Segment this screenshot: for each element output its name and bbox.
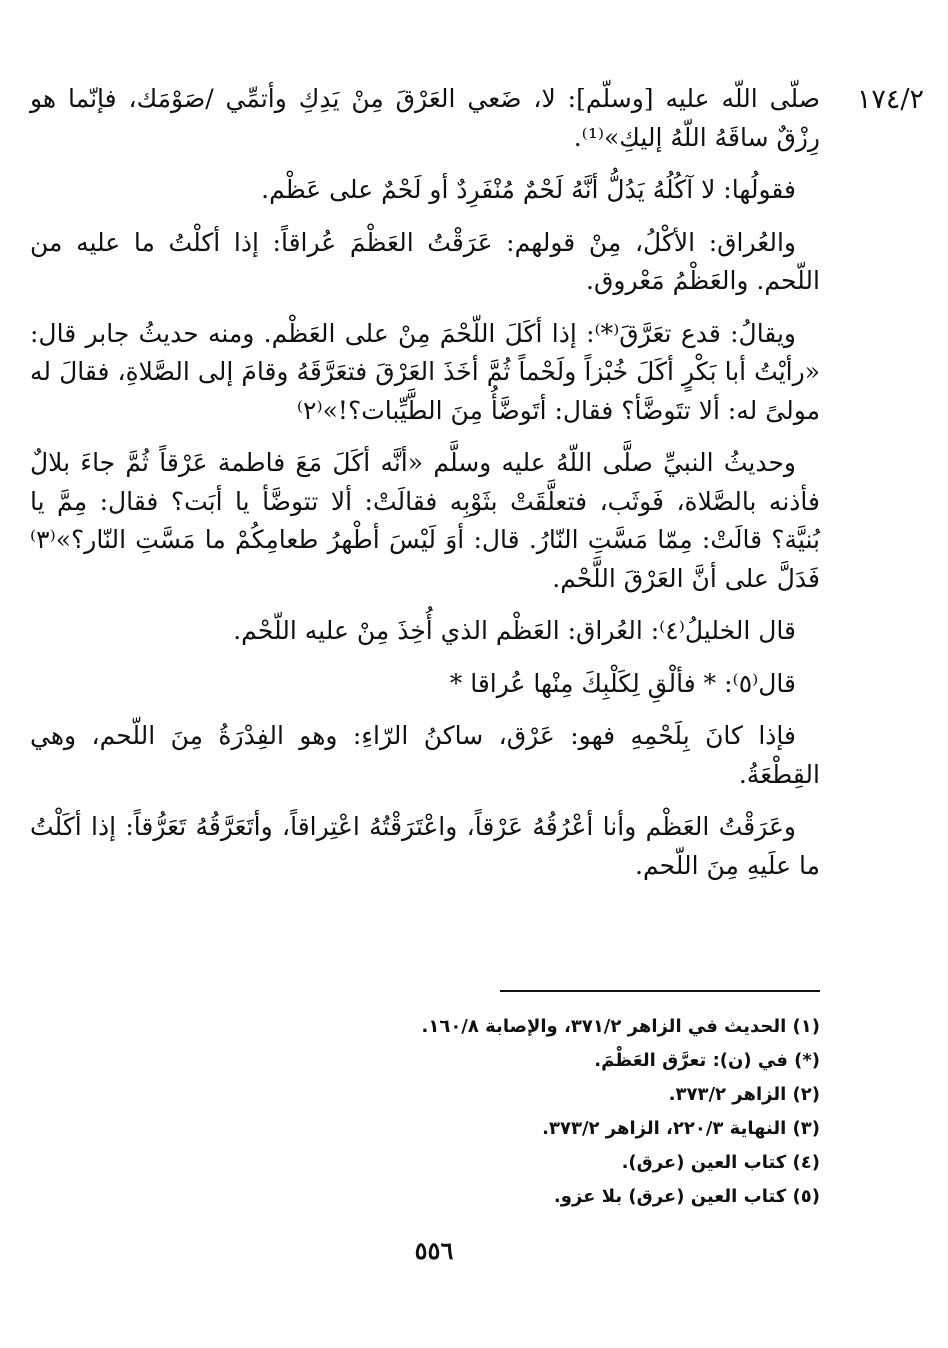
footnote-4: (٤) كتاب العين (عرق). xyxy=(621,1152,820,1173)
paragraph-8: فإذا كانَ بِلَحْمِهِ فهو: عَرْق، ساكنُ الرّاءِ: وهو الفِدْرَةُ مِنَ اللّحم، وهي القِطْعَةُ. xyxy=(30,721,820,789)
footnote-2: (٢) الزاهر ٣٧٣/٢. xyxy=(668,1084,820,1105)
footnote-star: (*) في (ن): تعرَّق العَظْمَ. xyxy=(594,1050,820,1071)
footnote-divider xyxy=(500,990,820,992)
footnote-1: (١) الحديث في الزاهر ٣٧١/٢، والإصابة ١٦٠/٨. xyxy=(421,1016,820,1037)
paragraph-6: قال الخليلُ⁽٤⁾: العُراق: العَظْم الذي أُخِذَ مِنْ عليه اللّحْم. xyxy=(233,616,796,645)
paragraph-1: صلّى اللّه عليه [وسلّم]: لا، ضَعي العَرْقَ مِنْ يَدِكِ وأتمِّي /صَوْمَك، فإنّما هو رِزْقٌ ساقَهُ اللّهُ إليكِ»⁽¹⁾. xyxy=(30,84,820,152)
main-text xyxy=(30,80,820,899)
footnote-3: (٣) النهاية ٢٢٠/٣، الزاهر ٣٧٣/٢. xyxy=(542,1118,820,1139)
paragraph-2: فقولُها: لا آكُلُهُ يَدُلُّ أنَّهُ لَحْمٌ مُنْفَرِدٌ أو لَحْمٌ على عَظْم. xyxy=(261,175,796,204)
paragraph-3: والعُراق: الأكْلُ، مِنْ قولهم: عَرَقْتُ العَظْمَ عُراقاً: إذا أكلْتُ ما عليه من اللّحم. والعَظْمُ مَعْروق. xyxy=(30,227,820,295)
margin-reference: ١٧٤/٢ xyxy=(856,84,924,115)
paragraph-5: وحديثُ النبيِّ صلَّى اللّهُ عليه وسلَّم «أنَّه أكَلَ مَعَ فاطمة عَرْقاً ثُمَّ جاءَ بلالٌ فأذنه بالصَّلاة، فَوثَب، فتعلَّقَتْ بثَوْبِه فقالَتْ: ألا تتوضَّأ يا أبَت؟ فقال: مِمَّ يا بُنيَّة؟ قالَتْ: مِمّا مَسَّتِ النّارُ. قال: أوَ لَيْسَ أطْهرُ طعامِكُمْ ما مَسَّتِ النّار؟»⁽٣⁾ فَدَلَّ على أنَّ العَرْقَ اللَّحْم. xyxy=(30,448,820,593)
footnote-5: (٥) كتاب العين (عرق) بلا عزو. xyxy=(553,1186,820,1207)
paragraph-4: ويقالُ: قدع تعَرَّقَ⁽*⁾: إذا أكَلَ اللّحْمَ مِنْ على العَظْم. ومنه حديثُ جابر قال: «رأيْتُ أبا بَكْرٍ أكَلَ خُبْزاً ولَحْماً ثُمَّ أخَذَ العَرْقَ فتعَرَّقَهُ وقامَ إلى الصَّلاةِ، فقالَ له مولىً له: ألا تتَوضَّأ؟ فقال: أتَوضَّأُ مِنَ الطَّيِّبات؟!»⁽٢⁾ xyxy=(30,318,820,425)
footnotes xyxy=(120,1010,820,1214)
paragraph-7: قال⁽٥⁾: * فألْقِ لِكَلْبِكَ مِنْها عُراقا * xyxy=(449,668,796,698)
paragraph-9: وعَرَقْتُ العَظْم وأنا أعْرُقُهُ عَرْقاً، واعْتَرَقْتُهُ اعْتِراقاً، وأتَعَرَّقُهُ تَعَرُّقاً: إذا أكَلْتُ ما علَيهِ مِنَ اللّحم. xyxy=(30,812,820,880)
page-number: ٥٥٦ xyxy=(414,1236,454,1265)
